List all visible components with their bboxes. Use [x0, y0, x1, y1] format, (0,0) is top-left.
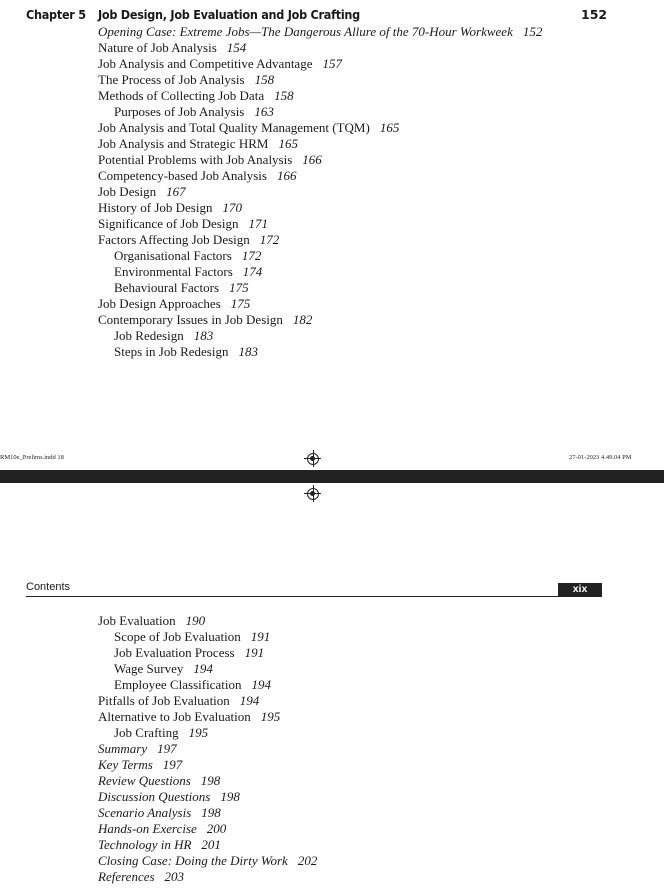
toc-entry-page: 163	[254, 104, 274, 119]
toc-entry	[98, 837, 317, 853]
toc-entry	[98, 709, 317, 725]
page-divider-bar	[0, 470, 664, 483]
toc-entry-title: Organisational Factors	[114, 248, 232, 263]
toc-entry	[98, 264, 542, 280]
toc-entry	[98, 661, 317, 677]
toc-entry-page: 183	[238, 344, 258, 359]
toc-entry-title: Wage Survey	[114, 661, 184, 676]
toc-entry-page: 158	[254, 72, 275, 87]
toc-entry	[98, 757, 317, 773]
toc-entry	[98, 312, 542, 328]
toc-entry-title: The Process of Job Analysis	[98, 72, 245, 87]
toc-entry	[98, 40, 542, 56]
toc-entry-page: 191	[250, 629, 271, 644]
toc-entry-page: 194	[251, 677, 271, 692]
toc-entry-title: References	[98, 869, 155, 884]
toc-entry	[98, 677, 317, 693]
toc-entry-page: 165	[379, 120, 400, 135]
toc-entry-title: Job Evaluation Process	[114, 645, 235, 660]
toc-entry-page: 195	[260, 709, 281, 724]
toc-entry	[98, 805, 317, 821]
toc-entry-page: 171	[248, 216, 268, 231]
toc-entry-page: 166	[276, 168, 297, 183]
toc-entry-page: 198	[200, 773, 221, 788]
toc-entry-title: Significance of Job Design	[98, 216, 239, 231]
toc-entry-title: Alternative to Job Evaluation	[98, 709, 251, 724]
toc-entry	[98, 200, 542, 216]
toc-entry-title: Job Design	[98, 184, 157, 199]
toc-entry-page: 195	[188, 725, 209, 740]
toc-entry-title: Purposes of Job Analysis	[114, 104, 245, 119]
toc-entry	[98, 629, 317, 645]
toc-entry-title: Key Terms	[98, 757, 153, 772]
toc-entry	[98, 88, 542, 104]
toc-entry-page: 198	[201, 805, 221, 820]
toc-list-bottom	[98, 613, 317, 885]
toc-entry-page: 201	[201, 837, 221, 852]
toc-entry-page: 198	[220, 789, 240, 804]
running-head-rule	[26, 596, 602, 597]
toc-entry-page: 166	[302, 152, 322, 167]
folio-badge: xix	[558, 583, 602, 596]
toc-entry	[98, 120, 542, 136]
toc-entry-title: History of Job Design	[98, 200, 213, 215]
toc-entry	[98, 613, 317, 629]
registration-mark-crosshair	[313, 450, 314, 467]
toc-entry	[98, 216, 542, 232]
chapter-page-number: 152	[581, 7, 608, 22]
toc-entry	[98, 104, 542, 120]
toc-entry	[98, 296, 542, 312]
toc-entry-page: 174	[242, 264, 263, 279]
toc-entry	[98, 248, 542, 264]
toc-entry-page: 194	[193, 661, 213, 676]
toc-entry-page: 191	[244, 645, 265, 660]
toc-entry-title: Pitfalls of Job Evaluation	[98, 693, 230, 708]
toc-entry-title: Employee Classification	[114, 677, 242, 692]
running-head-label: Contents	[26, 581, 71, 593]
toc-entry-page: 203	[164, 869, 185, 884]
toc-entry-title: Methods of Collecting Job Data	[98, 88, 265, 103]
toc-entry-title: Technology in HR	[98, 837, 192, 852]
toc-entry-page: 202	[297, 853, 318, 868]
toc-entry-title: Hands-on Exercise	[98, 821, 197, 836]
toc-entry-page: 152	[522, 24, 543, 39]
toc-entry	[98, 789, 317, 805]
toc-entry	[98, 24, 542, 40]
chapter-label: Chapter 5	[26, 7, 86, 22]
toc-entry	[98, 741, 317, 757]
toc-entry-page: 197	[157, 741, 177, 756]
toc-entry-title: Job Analysis and Total Quality Management (TQM)	[98, 120, 370, 135]
toc-entry-page: 172	[259, 232, 280, 247]
toc-entry	[98, 869, 317, 885]
toc-entry-title: Scenario Analysis	[98, 805, 192, 820]
toc-entry-page: 154	[226, 40, 247, 55]
toc-entry-title: Steps in Job Redesign	[114, 344, 229, 359]
toc-entry-page: 190	[185, 613, 206, 628]
toc-entry-title: Review Questions	[98, 773, 191, 788]
toc-entry-title: Job Crafting	[114, 725, 179, 740]
toc-entry-title: Discussion Questions	[98, 789, 211, 804]
toc-entry-page: 158	[274, 88, 294, 103]
toc-entry-title: Job Analysis and Competitive Advantage	[98, 56, 313, 71]
toc-entry	[98, 773, 317, 789]
toc-list-top	[98, 24, 542, 360]
toc-entry-title: Environmental Factors	[114, 264, 233, 279]
toc-entry-title: Job Analysis and Strategic HRM	[98, 136, 269, 151]
toc-entry-page: 182	[292, 312, 313, 327]
chapter-header	[26, 7, 577, 25]
toc-entry	[98, 693, 317, 709]
toc-entry-title: Job Evaluation	[98, 613, 176, 628]
toc-entry-title: Job Redesign	[114, 328, 184, 343]
toc-entry-title: Nature of Job Analysis	[98, 40, 217, 55]
toc-entry	[98, 136, 542, 152]
toc-entry	[98, 821, 317, 837]
toc-entry	[98, 344, 542, 360]
toc-entry-page: 170	[222, 200, 242, 215]
toc-entry-page: 175	[230, 296, 251, 311]
toc-entry-page: 175	[229, 280, 249, 295]
toc-entry	[98, 725, 317, 741]
toc-entry-title: Opening Case: Extreme Jobs—The Dangerous Allure of the 70-Hour Workweek	[98, 24, 513, 39]
toc-entry-page: 197	[162, 757, 183, 772]
toc-entry-title: Job Design Approaches	[98, 296, 221, 311]
toc-entry	[98, 72, 542, 88]
toc-entry-page: 157	[322, 56, 342, 71]
toc-entry	[98, 232, 542, 248]
toc-entry-page: 172	[241, 248, 262, 263]
toc-entry-title: Scope of Job Evaluation	[114, 629, 241, 644]
toc-entry	[98, 853, 317, 869]
toc-entry-title: Competency-based Job Analysis	[98, 168, 267, 183]
chapter-title: Job Design, Job Evaluation and Job Crafting	[98, 7, 360, 22]
toc-entry	[98, 152, 542, 168]
toc-entry	[98, 328, 542, 344]
registration-mark-crosshair	[313, 485, 314, 502]
toc-entry-page: 183	[193, 328, 214, 343]
toc-entry-page: 167	[166, 184, 186, 199]
toc-entry-page: 194	[239, 693, 260, 708]
toc-entry	[98, 184, 542, 200]
toc-entry-title: Closing Case: Doing the Dirty Work	[98, 853, 288, 868]
toc-entry	[98, 56, 542, 72]
print-slug-timestamp: 27-01-2023 4.49.04 PM	[569, 454, 632, 461]
toc-entry	[98, 645, 317, 661]
toc-entry	[98, 280, 542, 296]
toc-entry-title: Potential Problems with Job Analysis	[98, 152, 293, 167]
toc-entry-title: Summary	[98, 741, 148, 756]
toc-entry-title: Contemporary Issues in Job Design	[98, 312, 283, 327]
toc-entry-title: Factors Affecting Job Design	[98, 232, 250, 247]
toc-entry-page: 165	[278, 136, 298, 151]
toc-entry-page: 200	[206, 821, 227, 836]
print-slug-filename: RM10e_Prelims.indd 18	[0, 454, 64, 461]
toc-entry	[98, 168, 542, 184]
toc-entry-title: Behavioural Factors	[114, 280, 220, 295]
